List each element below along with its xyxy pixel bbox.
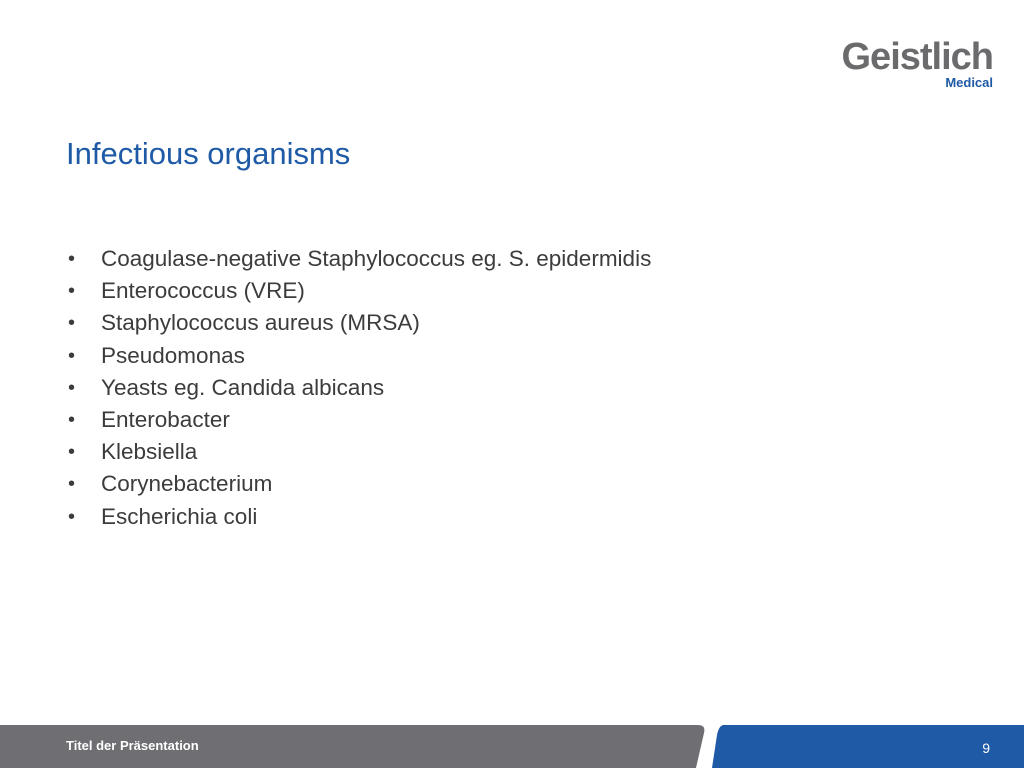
bullet-dot: •	[68, 441, 76, 464]
logo-subtitle: Medical	[945, 75, 993, 90]
bullet-dot: •	[68, 505, 76, 528]
bullet-dot: •	[68, 248, 76, 270]
bullet-text: Corynebacterium	[101, 471, 273, 497]
logo-wordmark: Geistlich	[841, 36, 993, 78]
bullet-item	[68, 436, 651, 468]
bullet-text: Klebsiella	[101, 439, 198, 465]
bullet-text: Yeasts eg. Candida albicans	[101, 374, 385, 400]
bullet-item	[68, 372, 651, 404]
bullet-list	[68, 243, 651, 533]
footer-presentation-title: Titel der Präsentation	[66, 738, 199, 753]
company-logo	[842, 38, 994, 89]
bullet-dot: •	[68, 409, 76, 432]
bullet-text: Coagulase-negative Staphylococcus eg. S. epidermidis	[101, 246, 652, 271]
footer-blue-panel	[712, 725, 1024, 768]
bullet-text: Escherichia coli	[101, 503, 258, 529]
bullet-item	[68, 307, 651, 339]
bullet-dot: •	[68, 312, 76, 335]
bullet-text: Staphylococcus aureus (MRSA)	[101, 310, 420, 336]
bullet-dot: •	[68, 344, 76, 367]
bullet-item	[68, 275, 651, 307]
slide-title: Infectious organisms	[66, 136, 351, 171]
bullet-dot: •	[68, 280, 76, 303]
bullet-dot: •	[68, 473, 76, 496]
bullet-item	[68, 243, 651, 275]
bullet-text: Enterococcus (VRE)	[101, 278, 305, 304]
bullet-item	[68, 501, 651, 533]
bullet-item	[68, 404, 651, 436]
bullet-item	[68, 468, 651, 500]
bullet-item	[68, 340, 651, 372]
page-number: 9	[982, 740, 990, 756]
bullet-dot: •	[68, 376, 76, 399]
bullet-text: Enterobacter	[101, 407, 230, 433]
bullet-text: Pseudomonas	[101, 342, 245, 368]
footer-bar	[0, 725, 1024, 768]
